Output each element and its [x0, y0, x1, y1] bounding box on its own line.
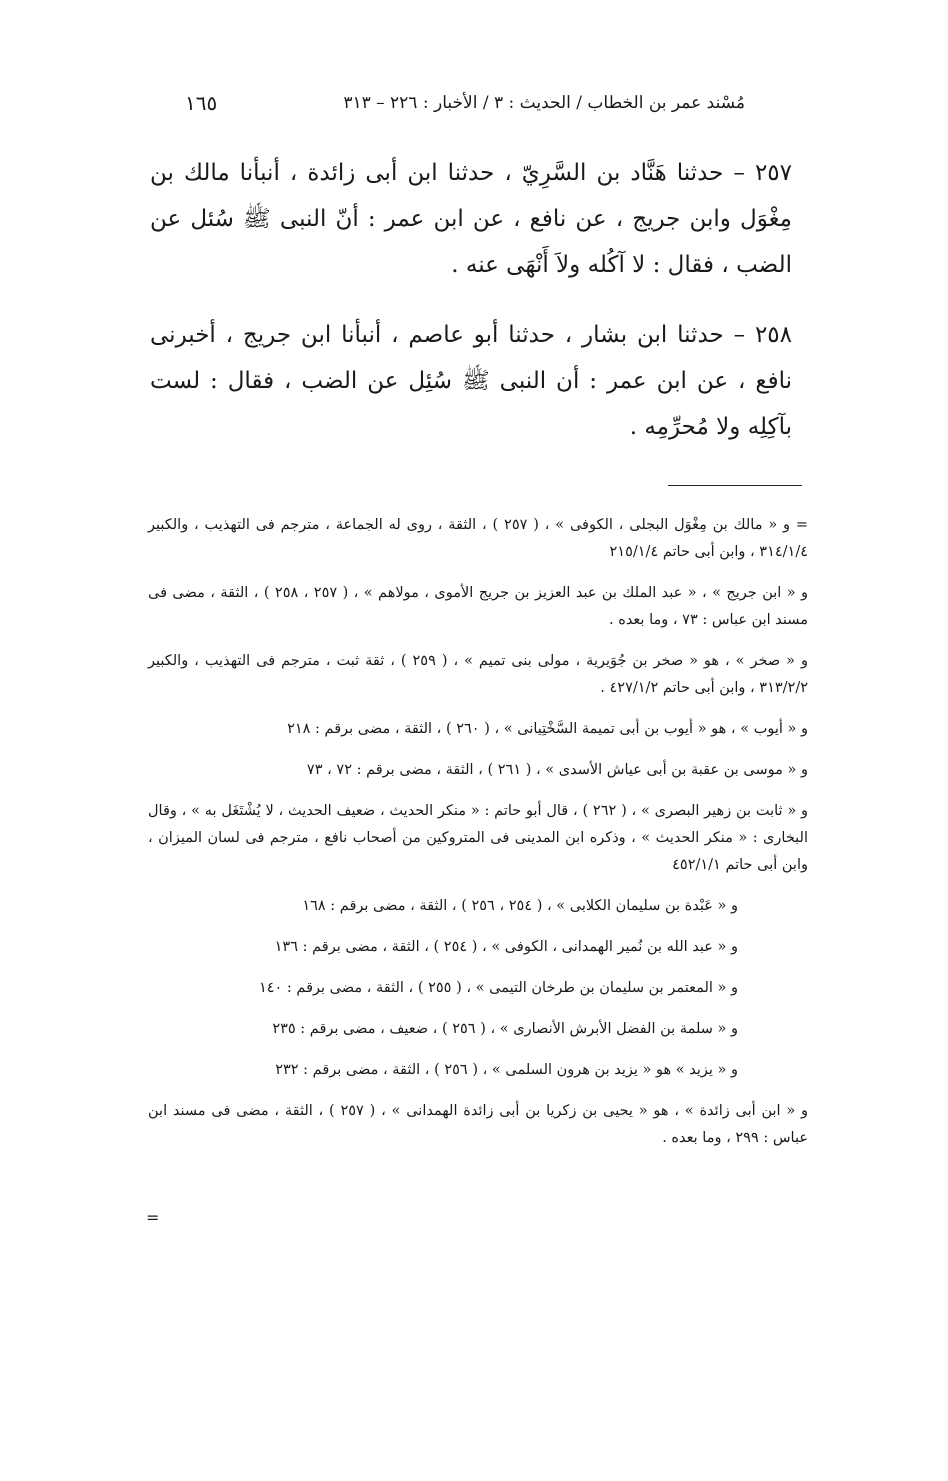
- footnote: و « يزيد » هو « يزيد بن هرون السلمى » ، ( ٢٥٦ ) ، الثقة ، مضى برقم : ٢٣٢: [275, 1062, 738, 1078]
- hadith-258: [150, 312, 792, 450]
- footnote: و « ابن جريج » ، « عبد الملك بن عبد العزيز بن جريج الأموى ، مولاهم » ، ( ٢٥٧ ، ٢٥٨ ) ، الثقة ، مضى فى مسند ابن عباس : ٧٣ ، وما بعده .: [148, 585, 809, 628]
- hadith-text: ٢٥٧ – حدثنا هَنَّاد بن السَّرِيّ ، حدثنا ابن أبى زائدة ، أنبأنا مالك بن مِغْوَل وابن جريج ، عن نافع ، عن ابن عمر : أنّ النبى ﷺ سُئل عن الضب ، فقال : لا آكُله ولاَ أَنْهَى عنه .: [150, 160, 792, 278]
- hadith-257: [150, 150, 792, 288]
- footnote: و « عبد الله بن نُمير الهمدانى ، الكوفى » ، ( ٢٥٤ ) ، الثقة ، مضى برقم : ١٣٦: [274, 939, 738, 955]
- footnote: و « ثابت بن زهير البصرى » ، ( ٢٦٢ ) ، قال أبو حاتم : « منكر الحديث ، ضعيف الحديث ، لا يُشْتَغَل به » ، وقال البخارى : « منكر الحديث » ، وذكره ابن المدينى فى المتروكين من أصحاب نافع ، مترجم فى لسان الميزان ، وابن أبى حاتم ٤٥٢/١/١: [148, 803, 808, 873]
- continuation-mark: =: [146, 1208, 160, 1227]
- footnote: و « عَبْدة بن سليمان الكلابى » ، ( ٢٥٤ ، ٢٥٦ ) ، الثقة ، مضى برقم : ١٦٨: [302, 898, 738, 914]
- footnote-separator: [668, 485, 802, 486]
- page-number: ١٦٥: [185, 91, 218, 115]
- hadith-text: ٢٥٨ – حدثنا ابن بشار ، حدثنا أبو عاصم ، أنبأنا ابن جريج ، أخبرنى نافع ، عن ابن عمر : أن النبى ﷺ سُئِل عن الضب ، فقال : لست بآكِلِه ولا مُحرِّمِه .: [150, 322, 792, 440]
- footnote: و « أيوب » ، هو « أيوب بن أبى تميمة السَّخْتِيانى » ، ( ٢٦٠ ) ، الثقة ، مضى برقم : ٢١٨: [287, 721, 808, 737]
- footnote: و « صخر » ، هو « صخر بن جُوَيرية ، مولى بنى تميم » ، ( ٢٥٩ ) ، ثقة ثبت ، مترجم فى التهذيب ، والكبير ٣١٣/٢/٢ ، وابن أبى حاتم ٤٢٧/١/٢ .: [148, 653, 808, 696]
- footnote: و « المعتمر بن سليمان بن طرخان التيمى » ، ( ٢٥٥ ) ، الثقة ، مضى برقم : ١٤٠: [258, 980, 738, 996]
- footnote: و « سلمة بن الفضل الأبرش الأنصارى » ، ( ٢٥٦ ) ، ضعيف ، مضى برقم : ٢٣٥: [272, 1021, 738, 1037]
- footnote: و « موسى بن عقبة بن أبى عياش الأسدى » ، ( ٢٦١ ) ، الثقة ، مضى برقم : ٧٢ ، ٧٣: [306, 762, 808, 778]
- footnote: و « ابن أبى زائدة » ، هو « يحيى بن زكريا بن أبى زائدة الهمدانى » ، ( ٢٥٧ ) ، الثقة ، مضى فى مسند ابن عباس : ٢٩٩ ، وما بعده .: [148, 1103, 808, 1146]
- header-title: مُسْند عمر بن الخطاب / الحديث : ٣ / الأخبار : ٢٢٦ – ٣١٣: [343, 93, 745, 113]
- footnotes: [148, 512, 808, 1166]
- footnote: = و « مالك بن مِغْوَل البجلى ، الكوفى » ، ( ٢٥٧ ) ، الثقة ، روى له الجماعة ، مترجم فى التهذيب ، والكبير ٣١٤/١/٤ ، وابن أبى حاتم ٢١٥/١/٤: [148, 517, 808, 560]
